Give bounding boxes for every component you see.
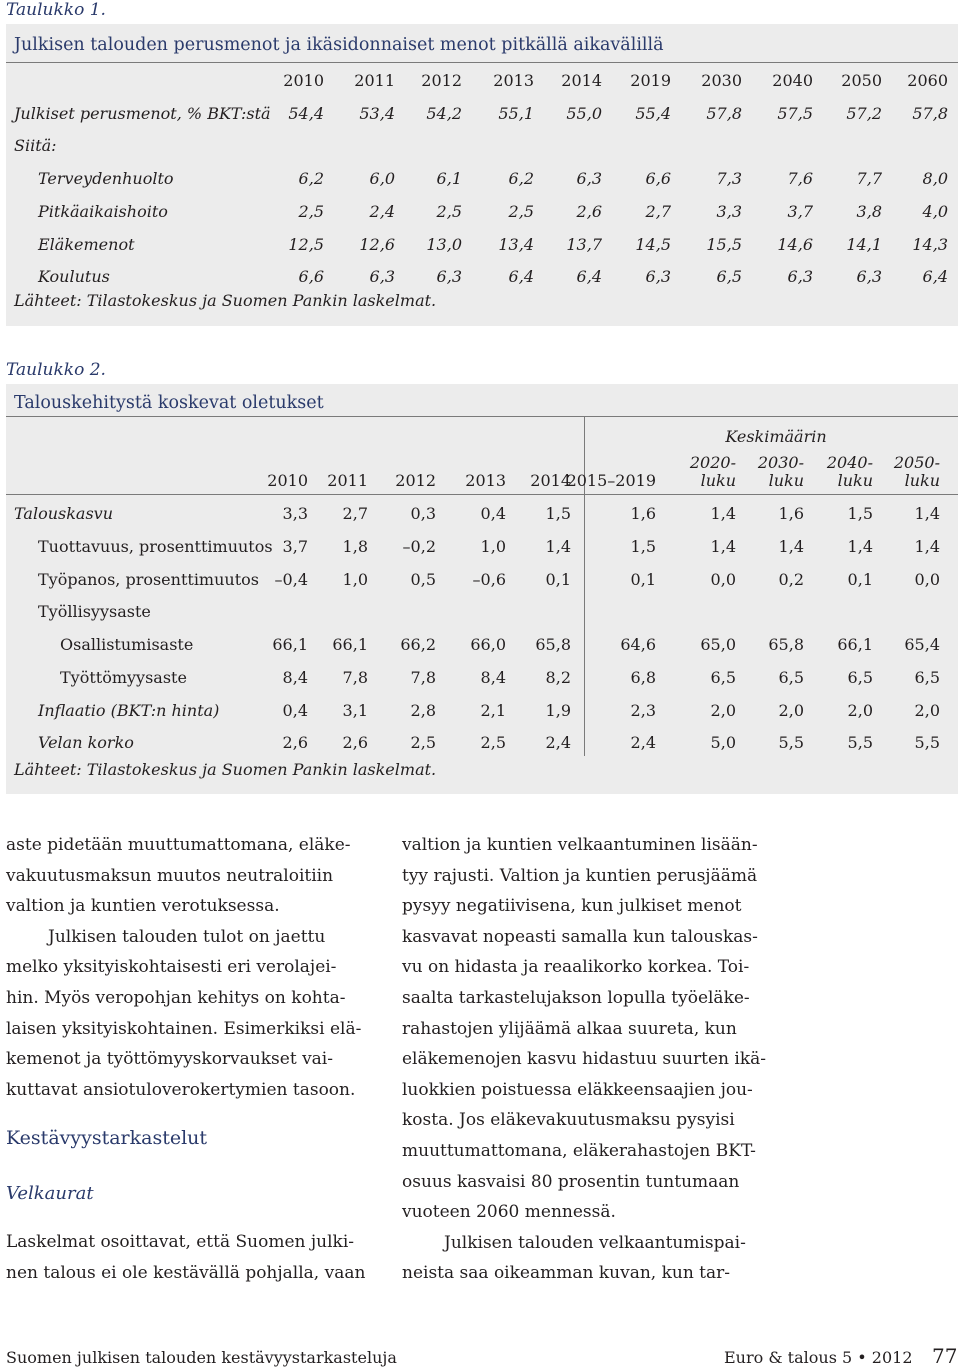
table1-year-2012: 2012 bbox=[421, 71, 462, 90]
table2-cell: 66,1 bbox=[272, 635, 308, 654]
table2-cell: 7,8 bbox=[410, 668, 436, 687]
table2-cell: 66,1 bbox=[837, 635, 873, 654]
table2-cell: –0,2 bbox=[402, 537, 436, 556]
table1-year-2030: 2030 bbox=[701, 71, 742, 90]
table2-period-header: 2015–2019 bbox=[566, 471, 656, 490]
body-line: Julkisen talouden tulot on jaettu bbox=[48, 926, 326, 947]
table2-title-rule bbox=[6, 416, 958, 417]
table1-year-2013: 2013 bbox=[493, 71, 534, 90]
table1-cell: 55,0 bbox=[566, 104, 602, 123]
table2-cell: 8,4 bbox=[282, 668, 308, 687]
table2-cell: 6,5 bbox=[914, 668, 940, 687]
table2-cell: 1,9 bbox=[545, 701, 571, 720]
table2-caption: Taulukko 2. bbox=[6, 360, 106, 380]
table2-period-header: 2050- bbox=[893, 453, 940, 472]
table2-cell: 8,2 bbox=[545, 668, 571, 687]
table2-cell: 1,8 bbox=[342, 537, 368, 556]
table2-cell: 1,4 bbox=[914, 537, 940, 556]
table2-row-label: Tuottavuus, prosenttimuutos bbox=[38, 537, 273, 556]
table1-year-2011: 2011 bbox=[354, 71, 395, 90]
table1-cell: 8,0 bbox=[922, 169, 948, 188]
table1-cell: 3,7 bbox=[787, 202, 813, 221]
table1-cell: 7,7 bbox=[856, 169, 882, 188]
table2-row-label: Talouskasvu bbox=[14, 504, 114, 523]
table2-year-2012: 2012 bbox=[395, 471, 436, 490]
table2-box bbox=[6, 384, 958, 794]
table2-cell: 0,4 bbox=[480, 504, 506, 523]
table2-cell: 1,5 bbox=[545, 504, 571, 523]
table2-cell: 65,8 bbox=[535, 635, 571, 654]
body-line: kemenot ja työttömyyskorvaukset vai- bbox=[6, 1049, 333, 1070]
table2-period-header: luku bbox=[837, 471, 873, 490]
table1-row-label: Koulutus bbox=[38, 267, 110, 286]
body-line: luokkien poistuessa eläkkeensaajien jou- bbox=[402, 1079, 753, 1100]
table1-cell: 14,1 bbox=[846, 235, 882, 254]
table2-cell: 1,5 bbox=[630, 537, 656, 556]
table2-cell: 66,0 bbox=[470, 635, 506, 654]
table1-cell: 6,0 bbox=[369, 169, 395, 188]
table2-cell: 0,2 bbox=[778, 570, 804, 589]
body-line: kuttavat ansiotuloverokertymien tasoon. bbox=[6, 1079, 356, 1100]
table2-cell: 2,6 bbox=[342, 733, 368, 752]
table1-cell: 7,6 bbox=[787, 169, 813, 188]
table1-cell: 6,2 bbox=[508, 169, 534, 188]
table1-cell: 57,5 bbox=[777, 104, 813, 123]
table2-cell: 2,5 bbox=[480, 733, 506, 752]
table1-cell: 6,3 bbox=[436, 267, 462, 286]
table2-cell: 65,0 bbox=[700, 635, 736, 654]
table2-period-header: luku bbox=[768, 471, 804, 490]
table1-row-label: Terveydenhuolto bbox=[38, 169, 174, 188]
table1-cell: 6,3 bbox=[576, 169, 602, 188]
table2-cell: 2,0 bbox=[778, 701, 804, 720]
table1-cell: 6,1 bbox=[436, 169, 462, 188]
table2-cell: 1,4 bbox=[778, 537, 804, 556]
table2-cell: 2,5 bbox=[410, 733, 436, 752]
table1-cell: 2,7 bbox=[645, 202, 671, 221]
table2-cell: 5,5 bbox=[914, 733, 940, 752]
table1-cell: 13,4 bbox=[498, 235, 534, 254]
table1-cell: 7,3 bbox=[716, 169, 742, 188]
table2-row-label: Velan korko bbox=[38, 733, 134, 752]
table2-cell: 1,4 bbox=[545, 537, 571, 556]
table2-cell: 2,8 bbox=[410, 701, 436, 720]
table1-year-2040: 2040 bbox=[772, 71, 813, 90]
table1-cell: 2,5 bbox=[436, 202, 462, 221]
table2-cell: 6,5 bbox=[778, 668, 804, 687]
table2-cell: 3,1 bbox=[342, 701, 368, 720]
body-line: melko yksityiskohtaisesti eri verolajei- bbox=[6, 957, 337, 978]
table2-cell: 6,5 bbox=[847, 668, 873, 687]
table1-cell: 57,8 bbox=[706, 104, 742, 123]
section-subheading: Velkaurat bbox=[6, 1183, 94, 1204]
table1-cell: 2,4 bbox=[369, 202, 395, 221]
body-line: aste pidetään muuttumattomana, eläke- bbox=[6, 835, 351, 855]
body-line: vuoteen 2060 mennessä. bbox=[402, 1202, 616, 1223]
table1-caption: Taulukko 1. bbox=[6, 0, 106, 20]
table1-cell: 14,5 bbox=[635, 235, 671, 254]
table1-cell: 6,6 bbox=[298, 267, 324, 286]
table2-cell: 1,5 bbox=[847, 504, 873, 523]
table2-cell: 0,0 bbox=[710, 570, 736, 589]
table2-cell: 1,6 bbox=[778, 504, 804, 523]
table1-cell: 2,5 bbox=[298, 202, 324, 221]
table1-cell: 3,3 bbox=[716, 202, 742, 221]
table1-cell: 54,4 bbox=[288, 104, 324, 123]
body-line: neista saa oikeamman kuvan, kun tar- bbox=[402, 1263, 731, 1284]
body-line: eläkemenojen kasvu hidastuu suurten ikä- bbox=[402, 1049, 767, 1070]
table2-cell: 1,0 bbox=[480, 537, 506, 556]
table2-group-header: Keskimäärin bbox=[725, 427, 827, 446]
table1-cell: 6,5 bbox=[716, 267, 742, 286]
table2-period-header: luku bbox=[904, 471, 940, 490]
table1-cell: 57,8 bbox=[912, 104, 948, 123]
table1-year-2010: 2010 bbox=[283, 71, 324, 90]
table1-cell: 14,6 bbox=[777, 235, 813, 254]
table1-cell: 2,5 bbox=[508, 202, 534, 221]
table2-cell: 2,7 bbox=[342, 504, 368, 523]
table2-cell: 2,1 bbox=[480, 701, 506, 720]
table1-cell: 13,7 bbox=[566, 235, 602, 254]
table2-cell: 6,8 bbox=[630, 668, 656, 687]
table2-cell: 8,4 bbox=[480, 668, 506, 687]
table2-cell: 65,8 bbox=[768, 635, 804, 654]
table2-cell: 2,0 bbox=[914, 701, 940, 720]
table1-cell: 6,3 bbox=[369, 267, 395, 286]
table1-cell: 12,6 bbox=[359, 235, 395, 254]
table2-period-header: luku bbox=[700, 471, 736, 490]
table2-cell: 7,8 bbox=[342, 668, 368, 687]
table2-cell: 0,4 bbox=[282, 701, 308, 720]
body-line: saalta tarkastelujakson lopulla työeläke- bbox=[402, 988, 750, 1008]
table2-cell: 0,3 bbox=[410, 504, 436, 523]
table2-cell: 2,4 bbox=[545, 733, 571, 752]
table1-source: Lähteet: Tilastokeskus ja Suomen Pankin laskelmat. bbox=[14, 291, 437, 310]
table2-cell: 0,5 bbox=[410, 570, 436, 589]
table2-cell: –0,4 bbox=[274, 570, 308, 589]
body-line: hin. Myös veropohjan kehitys on kohta- bbox=[6, 988, 346, 1008]
footer-left: Suomen julkisen talouden kestävyystarkasteluja bbox=[6, 1348, 397, 1367]
table1-cell: 6,3 bbox=[787, 267, 813, 286]
table1-cell: 13,0 bbox=[426, 235, 462, 254]
body-line: Laskelmat osoittavat, että Suomen julki- bbox=[6, 1232, 355, 1252]
body-line: nen talous ei ole kestävällä pohjalla, vaan bbox=[6, 1262, 366, 1283]
body-line: rahastojen ylijäämä alkaa suureta, kun bbox=[402, 1018, 737, 1039]
table1-cell: 53,4 bbox=[359, 104, 395, 123]
table1-cell: 6,4 bbox=[922, 267, 948, 286]
table1-cell: 6,6 bbox=[645, 169, 671, 188]
table2-cell: 5,0 bbox=[710, 733, 736, 752]
table2-period-header: 2030- bbox=[757, 453, 804, 472]
table1-cell: 55,1 bbox=[498, 104, 534, 123]
body-line: vu on hidasta ja reaalikorko korkea. Toi- bbox=[402, 957, 750, 978]
table2-row-label: Työttömyysaste bbox=[60, 668, 187, 687]
table2-period-header: 2020- bbox=[689, 453, 736, 472]
table2-cell: 1,4 bbox=[914, 504, 940, 523]
table1-cell: 57,2 bbox=[846, 104, 882, 123]
table2-cell: –0,6 bbox=[472, 570, 506, 589]
table2-cell: 2,0 bbox=[847, 701, 873, 720]
body-line: pysyy negatiivisena, kun julkiset menot bbox=[402, 896, 742, 917]
body-line: laisen yksityiskohtainen. Esimerkiksi elä- bbox=[6, 1018, 362, 1039]
table2-year-2011: 2011 bbox=[327, 471, 368, 490]
table2-cell: 0,1 bbox=[545, 570, 571, 589]
table1-title: Julkisen talouden perusmenot ja ikäsidonnaiset menot pitkällä aikavälillä bbox=[14, 35, 664, 55]
table2-cell: 2,3 bbox=[630, 701, 656, 720]
table2-cell: 1,0 bbox=[342, 570, 368, 589]
table1-title-rule bbox=[6, 62, 958, 63]
table1-cell: 6,3 bbox=[856, 267, 882, 286]
table1-year-2060: 2060 bbox=[907, 71, 948, 90]
table2-cell: 5,5 bbox=[847, 733, 873, 752]
table2-cell: 2,0 bbox=[710, 701, 736, 720]
table1-cell: 12,5 bbox=[288, 235, 324, 254]
table2-cell: 1,6 bbox=[630, 504, 656, 523]
table2-cell: 3,3 bbox=[282, 504, 308, 523]
table2-cell: 65,4 bbox=[904, 635, 940, 654]
table2-divider bbox=[584, 416, 585, 756]
table2-cell: 2,6 bbox=[282, 733, 308, 752]
body-line: Julkisen talouden velkaantumispai- bbox=[444, 1232, 746, 1253]
table2-cell: 64,6 bbox=[620, 635, 656, 654]
table1-cell: 55,4 bbox=[635, 104, 671, 123]
table1-cell: 6,4 bbox=[508, 267, 534, 286]
table2-row-label: Työllisyysaste bbox=[38, 602, 151, 621]
table2-cell: 1,4 bbox=[710, 504, 736, 523]
body-line: osuus kasvaisi 80 prosentin tuntumaan bbox=[402, 1171, 740, 1192]
table2-header-rule bbox=[6, 494, 958, 495]
table2-period-header: 2040- bbox=[826, 453, 873, 472]
table1-year-2014: 2014 bbox=[561, 71, 602, 90]
table1-cell: 6,2 bbox=[298, 169, 324, 188]
body-line: vakuutusmaksun muutos neutraloitiin bbox=[6, 865, 334, 886]
table2-cell: 0,1 bbox=[630, 570, 656, 589]
table1-cell: 4,0 bbox=[922, 202, 948, 221]
table1-row-label: Siitä: bbox=[14, 136, 57, 155]
table1-cell: 6,3 bbox=[645, 267, 671, 286]
table2-cell: 5,5 bbox=[778, 733, 804, 752]
body-line: kasvavat nopeasti samalla kun talouskas- bbox=[402, 926, 758, 947]
body-line: tyy rajusti. Valtion ja kuntien perusjäämä bbox=[402, 865, 758, 886]
table2-title: Talouskehitystä koskevat oletukset bbox=[14, 393, 324, 413]
table1-year-2050: 2050 bbox=[841, 71, 882, 90]
table2-cell: 6,5 bbox=[710, 668, 736, 687]
table1-year-2019: 2019 bbox=[630, 71, 671, 90]
table2-cell: 1,4 bbox=[710, 537, 736, 556]
table2-year-2013: 2013 bbox=[465, 471, 506, 490]
table2-source: Lähteet: Tilastokeskus ja Suomen Pankin laskelmat. bbox=[14, 760, 437, 779]
body-line: kosta. Jos eläkevakuutusmaksu pysyisi bbox=[402, 1110, 735, 1131]
table2-cell: 3,7 bbox=[282, 537, 308, 556]
table2-cell: 2,4 bbox=[630, 733, 656, 752]
body-line: muuttumattomana, eläkerahastojen BKT- bbox=[402, 1141, 756, 1161]
table2-cell: 66,1 bbox=[332, 635, 368, 654]
table2-cell: 1,4 bbox=[847, 537, 873, 556]
table1-row-label: Pitkäaikaishoito bbox=[38, 202, 168, 221]
footer-journal: Euro & talous 5 • 2012 bbox=[724, 1348, 913, 1367]
table1-row-label: Eläkemenot bbox=[38, 235, 135, 254]
table2-row-label: Osallistumisaste bbox=[60, 635, 194, 654]
table2-cell: 0,0 bbox=[914, 570, 940, 589]
body-line: valtion ja kuntien velkaantuminen lisään- bbox=[402, 835, 758, 855]
table2-cell: 0,1 bbox=[847, 570, 873, 589]
table1-cell: 14,3 bbox=[912, 235, 948, 254]
table2-year-2010: 2010 bbox=[267, 471, 308, 490]
table2-year-2014: 2014 bbox=[530, 471, 571, 490]
table1-cell: 3,8 bbox=[856, 202, 882, 221]
table1-cell: 15,5 bbox=[706, 235, 742, 254]
table1-box bbox=[6, 24, 958, 326]
table2-row-label: Työpanos, prosenttimuutos bbox=[38, 570, 259, 589]
table1-row-label: Julkiset perusmenot, % BKT:stä bbox=[14, 104, 271, 123]
section-heading: Kestävyystarkastelut bbox=[6, 1127, 208, 1149]
table1-cell: 54,2 bbox=[426, 104, 462, 123]
body-line: valtion ja kuntien verotuksessa. bbox=[6, 896, 280, 917]
table2-cell: 66,2 bbox=[400, 635, 436, 654]
table1-cell: 6,4 bbox=[576, 267, 602, 286]
footer-page-number: 77 bbox=[932, 1344, 958, 1368]
table2-row-label: Inflaatio (BKT:n hinta) bbox=[38, 701, 220, 720]
table1-cell: 2,6 bbox=[576, 202, 602, 221]
